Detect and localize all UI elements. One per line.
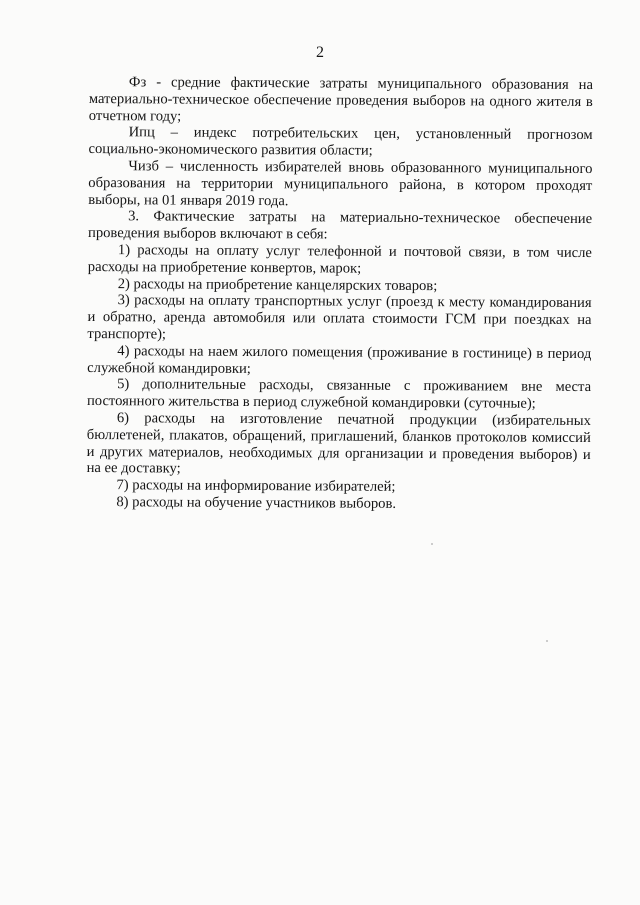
list-item-6: 6) расходы на изготовление печатной продукции (избирательных бюллетеней, плакатов, обращений, приглашений, бланков протоколов комиссий и других материалов, необходимых для организации и проведения выборов) и на ее доставку; <box>86 410 591 477</box>
list-item-2: 2) расходы на приобретение канцелярских товаров; <box>117 275 438 294</box>
document-body <box>86 74 593 514</box>
definition-chizb: Чизб – численность избирателей вновь образованного муниципального образования на территории муниципального района, в котором проходят выборы, на 01 января 2019 года. <box>88 158 593 209</box>
scan-speck <box>546 640 548 642</box>
list-item-3: 3) расходы на оплату транспортных услуг (проезд к месту командирования и обратно, аренда автомобиля или оплата стоимости ГСМ при поездках на транспорте); <box>87 292 592 343</box>
definition-fz: Фз - средние фактические затраты муниципального образования на материально-техническое обеспечение проведения выборов на одного жителя в отчетном году; <box>88 74 593 125</box>
list-item-1: 1) расходы на оплату услуг телефонной и почтовой связи, в том числе расходы на приобретение конвертов, марок; <box>87 242 592 277</box>
list-item-8: 8) расходы на обучение участников выборов. <box>116 494 397 512</box>
list-item-5: 5) дополнительные расходы, связанные с проживанием вне места постоянного жительства в период служебной командировки (суточные); <box>86 376 592 412</box>
definition-ipc: Ипц – индекс потребительских цен, установленный прогнозом социально-экономического развития области; <box>88 124 593 159</box>
page-number: 2 <box>316 44 324 61</box>
scan-speck <box>431 543 433 545</box>
list-item-7: 7) расходы на информирование избирателей; <box>116 477 396 496</box>
section-3-intro: 3. Фактические затраты на материально-техническое обеспечение проведения выборов включают в себя: <box>87 208 593 243</box>
list-item-4: 4) расходы на наем жилого помещения (проживание в гостинице) в период служебной командировки; <box>87 342 592 377</box>
